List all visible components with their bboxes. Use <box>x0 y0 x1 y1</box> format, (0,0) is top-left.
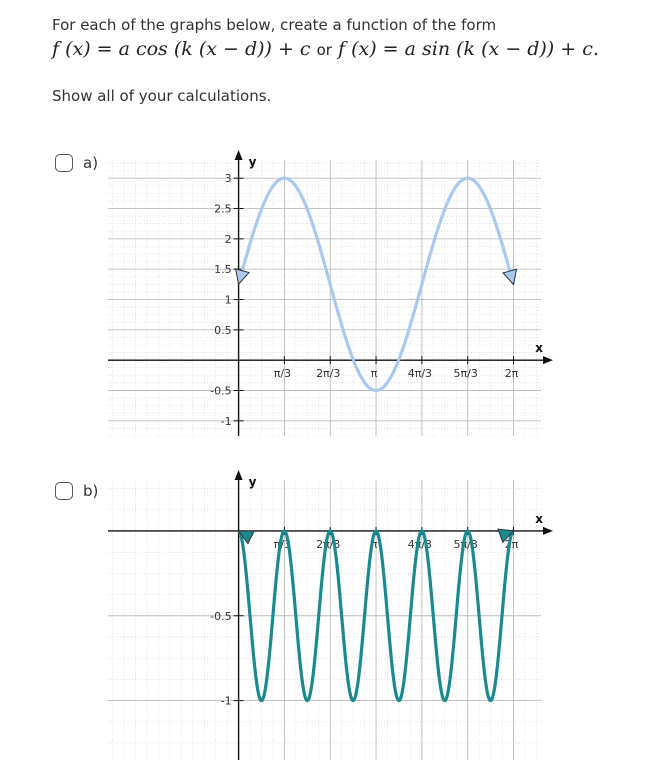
formula-or: or <box>316 41 332 59</box>
show-work-text: Show all of your calculations. <box>52 87 272 105</box>
part-b-label: b) <box>83 482 99 500</box>
y-tick-label: 1.5 <box>214 263 232 277</box>
y-tick-label: -1 <box>220 414 232 428</box>
formula-sin: f (x) = a sin (k (x − d)) + c. <box>338 38 599 60</box>
x-tick-label: 2π/3 <box>316 537 341 551</box>
x-axis-label: x <box>535 341 543 356</box>
y-tick-label: -1 <box>220 694 232 708</box>
y-tick-label: 1 <box>224 293 232 307</box>
y-tick-label: 2.5 <box>214 202 232 216</box>
x-tick-label: π <box>370 367 378 381</box>
x-tick-label: 5π/3 <box>453 367 478 381</box>
graph-b <box>108 470 553 760</box>
y-tick-label: 0.5 <box>214 323 232 337</box>
x-axis-label: x <box>535 511 543 526</box>
formula-cos: f (x) = a cos (k (x − d)) + c <box>52 38 311 60</box>
y-tick-label: 2 <box>224 232 232 246</box>
x-axis-arrow <box>543 527 553 535</box>
instructions-text: For each of the graphs below, create a function of the form <box>52 16 497 34</box>
y-axis-arrow <box>235 470 243 480</box>
graph-a <box>108 150 553 436</box>
y-tick-label: -0.5 <box>210 609 232 623</box>
x-tick-label: π/3 <box>273 367 292 381</box>
x-tick-label: π/3 <box>273 537 292 551</box>
x-tick-label: 5π/3 <box>453 537 478 551</box>
x-tick-label: 2π/3 <box>316 367 341 381</box>
y-axis-label: y <box>248 475 257 489</box>
x-tick-label: 4π/3 <box>407 537 433 551</box>
x-tick-label: 2π <box>504 537 519 551</box>
y-tick-label: -0.5 <box>210 384 232 398</box>
y-tick-label: 3 <box>224 172 232 186</box>
part-a-label: a) <box>83 154 99 172</box>
x-tick-label: π <box>370 537 378 551</box>
y-axis-arrow <box>235 150 243 160</box>
x-tick-label: 4π/3 <box>407 367 433 381</box>
x-tick-label: 2π <box>504 367 519 381</box>
x-axis-arrow <box>543 356 553 364</box>
y-axis-label: y <box>248 155 257 169</box>
